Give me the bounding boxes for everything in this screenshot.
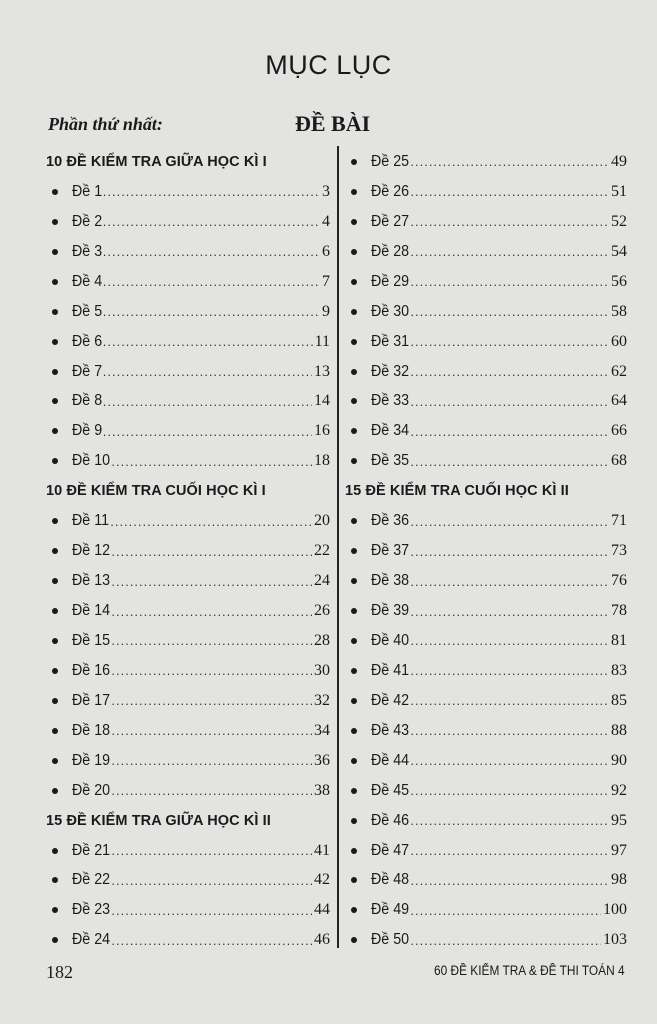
dot-leader [103,274,320,289]
entry-page: 14 [314,392,330,410]
bullet-icon [351,578,357,584]
bullet-icon [351,877,357,883]
toc-entry [46,566,330,596]
dot-leader [410,813,609,828]
dot-leader [410,574,609,589]
toc-entry [46,387,330,417]
dot-leader [111,753,312,768]
entry-page: 85 [611,691,627,709]
dot-leader [103,214,320,229]
toc-entry [345,925,627,955]
toc-entry [46,895,330,925]
entry-label: Đề 4 [72,272,103,290]
bullet-icon [351,398,357,404]
bullet-icon [52,877,58,883]
entry-label: Đề 32 [371,362,410,380]
entry-label: Đề 19 [72,751,111,769]
toc-left-column [46,147,330,955]
entry-label: Đề 2 [72,212,103,230]
dot-leader [103,394,312,409]
bullet-icon [351,548,357,554]
entry-page: 22 [314,542,330,560]
dot-leader [410,154,609,169]
entry-page: 6 [322,242,330,260]
dot-leader [410,424,609,439]
bullet-icon [52,249,58,255]
toc-entry [46,925,330,955]
dot-leader [111,873,312,888]
dot-leader [410,873,609,888]
entry-page: 76 [611,572,627,590]
dot-leader [410,753,609,768]
dot-leader [410,693,609,708]
bullet-icon [351,219,357,225]
dot-leader [103,364,312,379]
entry-page: 83 [611,661,627,679]
entry-label: Đề 28 [371,242,410,260]
toc-entry [345,776,627,806]
bullet-icon [52,638,58,644]
entry-label: Đề 24 [72,931,111,949]
entry-page: 66 [611,422,627,440]
entry-page: 52 [611,212,627,230]
toc-entry [46,357,330,387]
entry-label: Đề 13 [72,572,111,590]
dot-leader [111,633,312,648]
entry-page: 38 [314,781,330,799]
bullet-icon [351,788,357,794]
dot-leader [111,574,312,589]
dot-leader [103,334,313,349]
toc-entry [46,656,330,686]
entry-page: 11 [314,332,330,350]
bullet-icon [52,398,58,404]
entry-page: 56 [611,272,627,290]
entry-page: 90 [611,751,627,769]
dot-leader [111,723,312,738]
toc-entry [345,716,627,746]
toc-entry [345,446,627,476]
bullet-icon [52,788,58,794]
entry-label: Đề 29 [371,272,410,290]
toc-entry [46,866,330,896]
dot-leader [103,244,320,259]
page-number: 182 [46,962,73,982]
toc-entry [345,237,627,267]
bullet-icon [52,369,58,375]
dot-leader [111,783,312,798]
toc-entry [46,836,330,866]
entry-label: Đề 15 [72,631,111,649]
entry-label: Đề 10 [72,452,111,470]
toc-entry [46,626,330,656]
toc-entry [46,327,330,357]
entry-page: 16 [314,422,330,440]
toc-entry [46,267,330,297]
entry-page: 3 [322,182,330,200]
toc-entry [345,387,627,417]
toc-entry [46,506,330,536]
dot-leader [410,244,609,259]
dot-leader [111,843,312,858]
entry-page: 95 [611,811,627,829]
bullet-icon [52,518,58,524]
entry-page: 100 [603,901,627,919]
entry-page: 26 [314,602,330,620]
dot-leader [410,933,601,948]
toc-right-column [345,147,627,955]
toc-section-heading: 10 ĐỀ KIỂM TRA CUỐI HỌC KÌ I [46,483,266,500]
bullet-icon [351,518,357,524]
entry-label: Đề 8 [72,392,103,410]
toc-entry [46,686,330,716]
entry-page: 68 [611,452,627,470]
bullet-icon [52,279,58,285]
entry-page: 54 [611,242,627,260]
page-title: MỤC LỤC [265,50,392,80]
toc-entry [345,746,627,776]
entry-label: Đề 21 [72,841,111,859]
bullet-icon [52,907,58,913]
bullet-icon [351,159,357,165]
entry-label: Đề 27 [371,212,410,230]
dot-leader [111,903,312,918]
toc-entry [345,297,627,327]
entry-label: Đề 11 [72,512,110,530]
dot-leader [111,693,312,708]
entry-page: 58 [611,302,627,320]
entry-page: 24 [314,572,330,590]
entry-page: 41 [314,841,330,859]
entry-page: 92 [611,781,627,799]
entry-label: Đề 35 [371,452,410,470]
dot-leader [410,304,609,319]
dot-leader [410,723,609,738]
dot-leader [410,633,609,648]
toc-entry [46,746,330,776]
entry-label: Đề 49 [371,901,410,919]
entry-page: 44 [314,901,330,919]
column-divider [337,146,339,948]
toc-entry [46,177,330,207]
bullet-icon [351,668,357,674]
dot-leader [410,274,609,289]
toc-entry [345,656,627,686]
entry-page: 30 [314,661,330,679]
toc-entry [46,716,330,746]
bullet-icon [351,428,357,434]
entry-page: 46 [314,931,330,949]
bullet-icon [351,698,357,704]
book-title: 60 ĐỀ KIỂM TRA & ĐỀ THI TOÁN 4 [434,963,625,978]
toc-entry [345,566,627,596]
toc-entry [345,506,627,536]
entry-page: 7 [322,272,330,290]
entry-page: 103 [603,931,627,949]
part-label: Phần thứ nhất: [48,114,163,134]
dot-leader [410,843,609,858]
entry-label: Đề 45 [371,781,410,799]
bullet-icon [52,698,58,704]
entry-page: 49 [611,152,627,170]
toc-entry [46,776,330,806]
entry-label: Đề 3 [72,242,103,260]
entry-label: Đề 40 [371,631,410,649]
entry-label: Đề 50 [371,931,410,949]
entry-label: Đề 38 [371,572,410,590]
dot-leader [103,424,312,439]
entry-page: 51 [611,182,627,200]
entry-label: Đề 42 [371,691,410,709]
entry-page: 64 [611,392,627,410]
entry-label: Đề 25 [371,152,410,170]
dot-leader [410,514,609,529]
bullet-icon [52,668,58,674]
entry-page: 36 [314,751,330,769]
bullet-icon [52,309,58,315]
bullet-icon [52,608,58,614]
bullet-icon [351,638,357,644]
toc-entry [345,626,627,656]
toc-entry [46,207,330,237]
dot-leader [111,604,312,619]
bullet-icon [351,249,357,255]
entry-page: 9 [322,302,330,320]
dot-leader [111,663,312,678]
bullet-icon [351,458,357,464]
entry-label: Đề 16 [72,661,111,679]
bullet-icon [351,907,357,913]
toc-entry [345,147,627,177]
toc-entry [46,596,330,626]
dot-leader [111,454,312,469]
bullet-icon [351,279,357,285]
entry-page: 13 [314,362,330,380]
bullet-icon [52,578,58,584]
entry-page: 28 [314,631,330,649]
bullet-icon [351,189,357,195]
entry-label: Đề 36 [371,512,410,530]
toc-entry [46,297,330,327]
dot-leader [410,663,609,678]
dot-leader [410,604,609,619]
entry-label: Đề 7 [72,362,103,380]
entry-label: Đề 33 [371,392,410,410]
dot-leader [410,783,609,798]
dot-leader [111,933,312,948]
bullet-icon [52,937,58,943]
dot-leader [410,903,601,918]
dot-leader [110,514,312,529]
entry-label: Đề 46 [371,811,410,829]
entry-label: Đề 30 [371,302,410,320]
bullet-icon [52,458,58,464]
bullet-icon [351,309,357,315]
entry-label: Đề 34 [371,422,410,440]
toc-entry [345,267,627,297]
dot-leader [410,334,609,349]
dot-leader [410,364,609,379]
bullet-icon [52,219,58,225]
toc-entry [345,686,627,716]
entry-page: 4 [322,212,330,230]
entry-label: Đề 23 [72,901,111,919]
toc-section-heading: 15 ĐỀ KIỂM TRA GIỮA HỌC KÌ II [46,812,271,829]
toc-entry [46,446,330,476]
bullet-icon [52,728,58,734]
entry-label: Đề 41 [371,661,410,679]
entry-label: Đề 47 [371,841,410,859]
toc-entry [345,536,627,566]
toc-entry [345,327,627,357]
bullet-icon [351,728,357,734]
toc-entry [46,237,330,267]
bullet-icon [351,818,357,824]
toc-entry [345,866,627,896]
entry-label: Đề 17 [72,691,111,709]
entry-page: 32 [314,691,330,709]
entry-page: 81 [611,631,627,649]
dot-leader [410,454,609,469]
entry-page: 60 [611,332,627,350]
toc-entry [345,177,627,207]
toc-entry [345,207,627,237]
entry-label: Đề 22 [72,871,111,889]
toc-entry [345,895,627,925]
entry-label: Đề 9 [72,422,103,440]
entry-page: 71 [611,512,627,530]
dot-leader [410,394,609,409]
entry-page: 73 [611,542,627,560]
toc-entry [345,596,627,626]
toc-entry [46,416,330,446]
dot-leader [103,304,320,319]
bullet-icon [52,758,58,764]
entry-page: 78 [611,602,627,620]
bullet-icon [351,339,357,345]
bullet-icon [52,548,58,554]
bullet-icon [351,937,357,943]
entry-label: Đề 5 [72,302,103,320]
dot-leader [410,184,609,199]
entry-label: Đề 31 [371,332,410,350]
entry-label: Đề 14 [72,602,111,620]
entry-page: 18 [314,452,330,470]
entry-label: Đề 20 [72,781,111,799]
entry-label: Đề 26 [371,182,410,200]
bullet-icon [52,848,58,854]
dot-leader [410,544,609,559]
entry-label: Đề 12 [72,542,111,560]
entry-label: Đề 39 [371,602,410,620]
bullet-icon [52,189,58,195]
entry-label: Đề 18 [72,721,111,739]
part-title: ĐỀ BÀI [295,111,371,136]
bullet-icon [52,428,58,434]
bullet-icon [351,758,357,764]
entry-page: 42 [314,871,330,889]
dot-leader [410,214,609,229]
toc-entry [345,416,627,446]
entry-label: Đề 43 [371,721,410,739]
dot-leader [111,544,312,559]
entry-page: 88 [611,721,627,739]
entry-label: Đề 37 [371,542,410,560]
entry-label: Đề 6 [72,332,103,350]
entry-label: Đề 48 [371,871,410,889]
entry-page: 34 [314,721,330,739]
toc-entry [345,357,627,387]
toc-section-heading: 15 ĐỀ KIỂM TRA CUỐI HỌC KÌ II [345,483,569,500]
bullet-icon [351,608,357,614]
entry-label: Đề 44 [371,751,410,769]
toc-section-heading: 10 ĐỀ KIỂM TRA GIỮA HỌC KÌ I [46,153,267,170]
entry-page: 97 [611,841,627,859]
toc-entry [345,806,627,836]
bullet-icon [52,339,58,345]
toc-entry [345,836,627,866]
bullet-icon [351,848,357,854]
entry-page: 62 [611,362,627,380]
dot-leader [103,184,320,199]
bullet-icon [351,369,357,375]
entry-page: 20 [314,512,330,530]
entry-page: 98 [611,871,627,889]
entry-label: Đề 1 [72,182,103,200]
toc-entry [46,536,330,566]
